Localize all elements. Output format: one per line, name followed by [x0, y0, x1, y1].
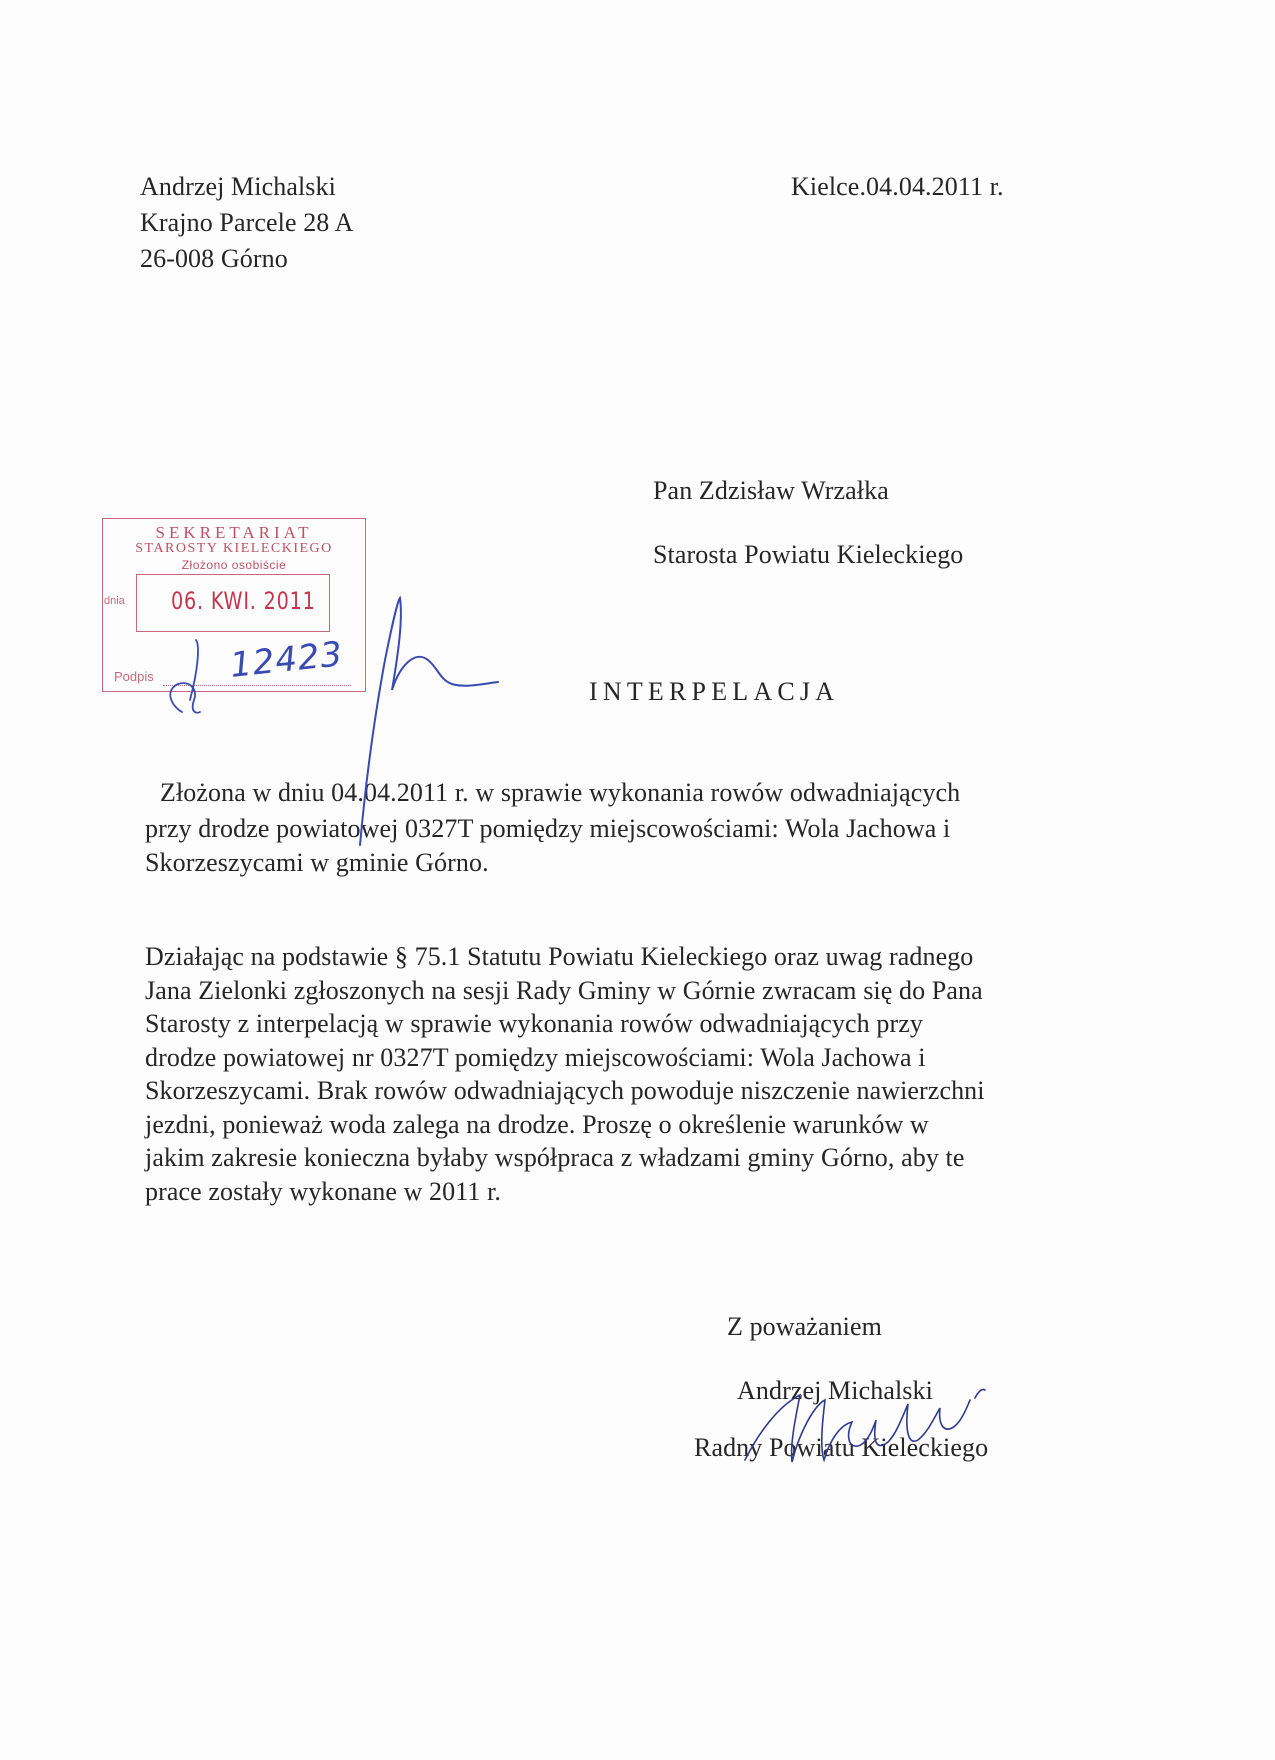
body-line: Starosty z interpelacją w sprawie wykonania rowów odwadniających przy — [145, 1009, 923, 1038]
closing-salutation: Z poważaniem — [727, 1312, 882, 1341]
sender-address — [140, 170, 353, 278]
body-line: Jana Zielonki zgłoszonych na sesji Rady Gminy w Górnie zwracam się do Pana — [145, 975, 983, 1005]
sender-name: Andrzej Michalski — [140, 172, 336, 201]
document-heading: INTERPELACJA — [589, 677, 840, 706]
subject-line: Złożona w dniu 04.04.2011 r. w sprawie wykonania rowów odwadniających — [160, 778, 961, 807]
stamp-signature-line — [163, 685, 351, 686]
stamp-date: 06. KWI. 2011 — [171, 587, 316, 615]
body-line: drodze powiatowej nr 0327T pomiędzy miejscowościami: Wola Jachowa i — [145, 1042, 926, 1072]
signatory-name: Andrzej Michalski — [737, 1376, 933, 1405]
body-line: jezdni, ponieważ woda zalega na drodze. Proszę o określenie warunków w — [145, 1109, 929, 1139]
subject-line: przy drodze powiatowej 0327T pomiędzy miejscowościami: Wola Jachowa i — [145, 814, 951, 843]
recipient-title: Starosta Powiatu Kieleckiego — [653, 540, 964, 569]
body-line: Skorzeszycami. Brak rowów odwadniających powoduje niszczenie nawierzchni — [145, 1076, 985, 1105]
body-line: prace zostały wykonane w 2011 r. — [145, 1176, 502, 1206]
stamp-dnia-label: dnia — [104, 595, 125, 607]
subject-continuation — [145, 812, 951, 877]
sender-street: Krajno Parcele 28 A — [140, 208, 354, 237]
stamp-podpis-label: Podpis — [114, 669, 154, 684]
subject-line: Skorzeszycami w gminie Górno. — [145, 847, 489, 877]
recipient-name: Pan Zdzisław Wrzałka — [653, 476, 889, 505]
stamp-department: STAROSTY KIELECKIEGO — [135, 541, 333, 556]
body-paragraph — [145, 940, 985, 1208]
letter-date: Kielce.04.04.2011 r. — [791, 172, 1004, 201]
stamp-delivery-mode: Złożono osobiście — [181, 558, 287, 572]
signatory-title: Radny Powiatu Kieleckiego — [694, 1433, 989, 1462]
stamp-registry-number: 12423 — [228, 634, 345, 686]
sender-city: 26-008 Górno — [140, 244, 288, 273]
body-line: jakim zakresie konieczna byłaby współpraca z władzami gminy Górno, aby te — [145, 1143, 965, 1172]
stamp-office: SEKRETARIAT — [155, 523, 313, 542]
body-line: Działając na podstawie § 75.1 Statutu Powiatu Kieleckiego oraz uwag radnego — [145, 942, 974, 971]
